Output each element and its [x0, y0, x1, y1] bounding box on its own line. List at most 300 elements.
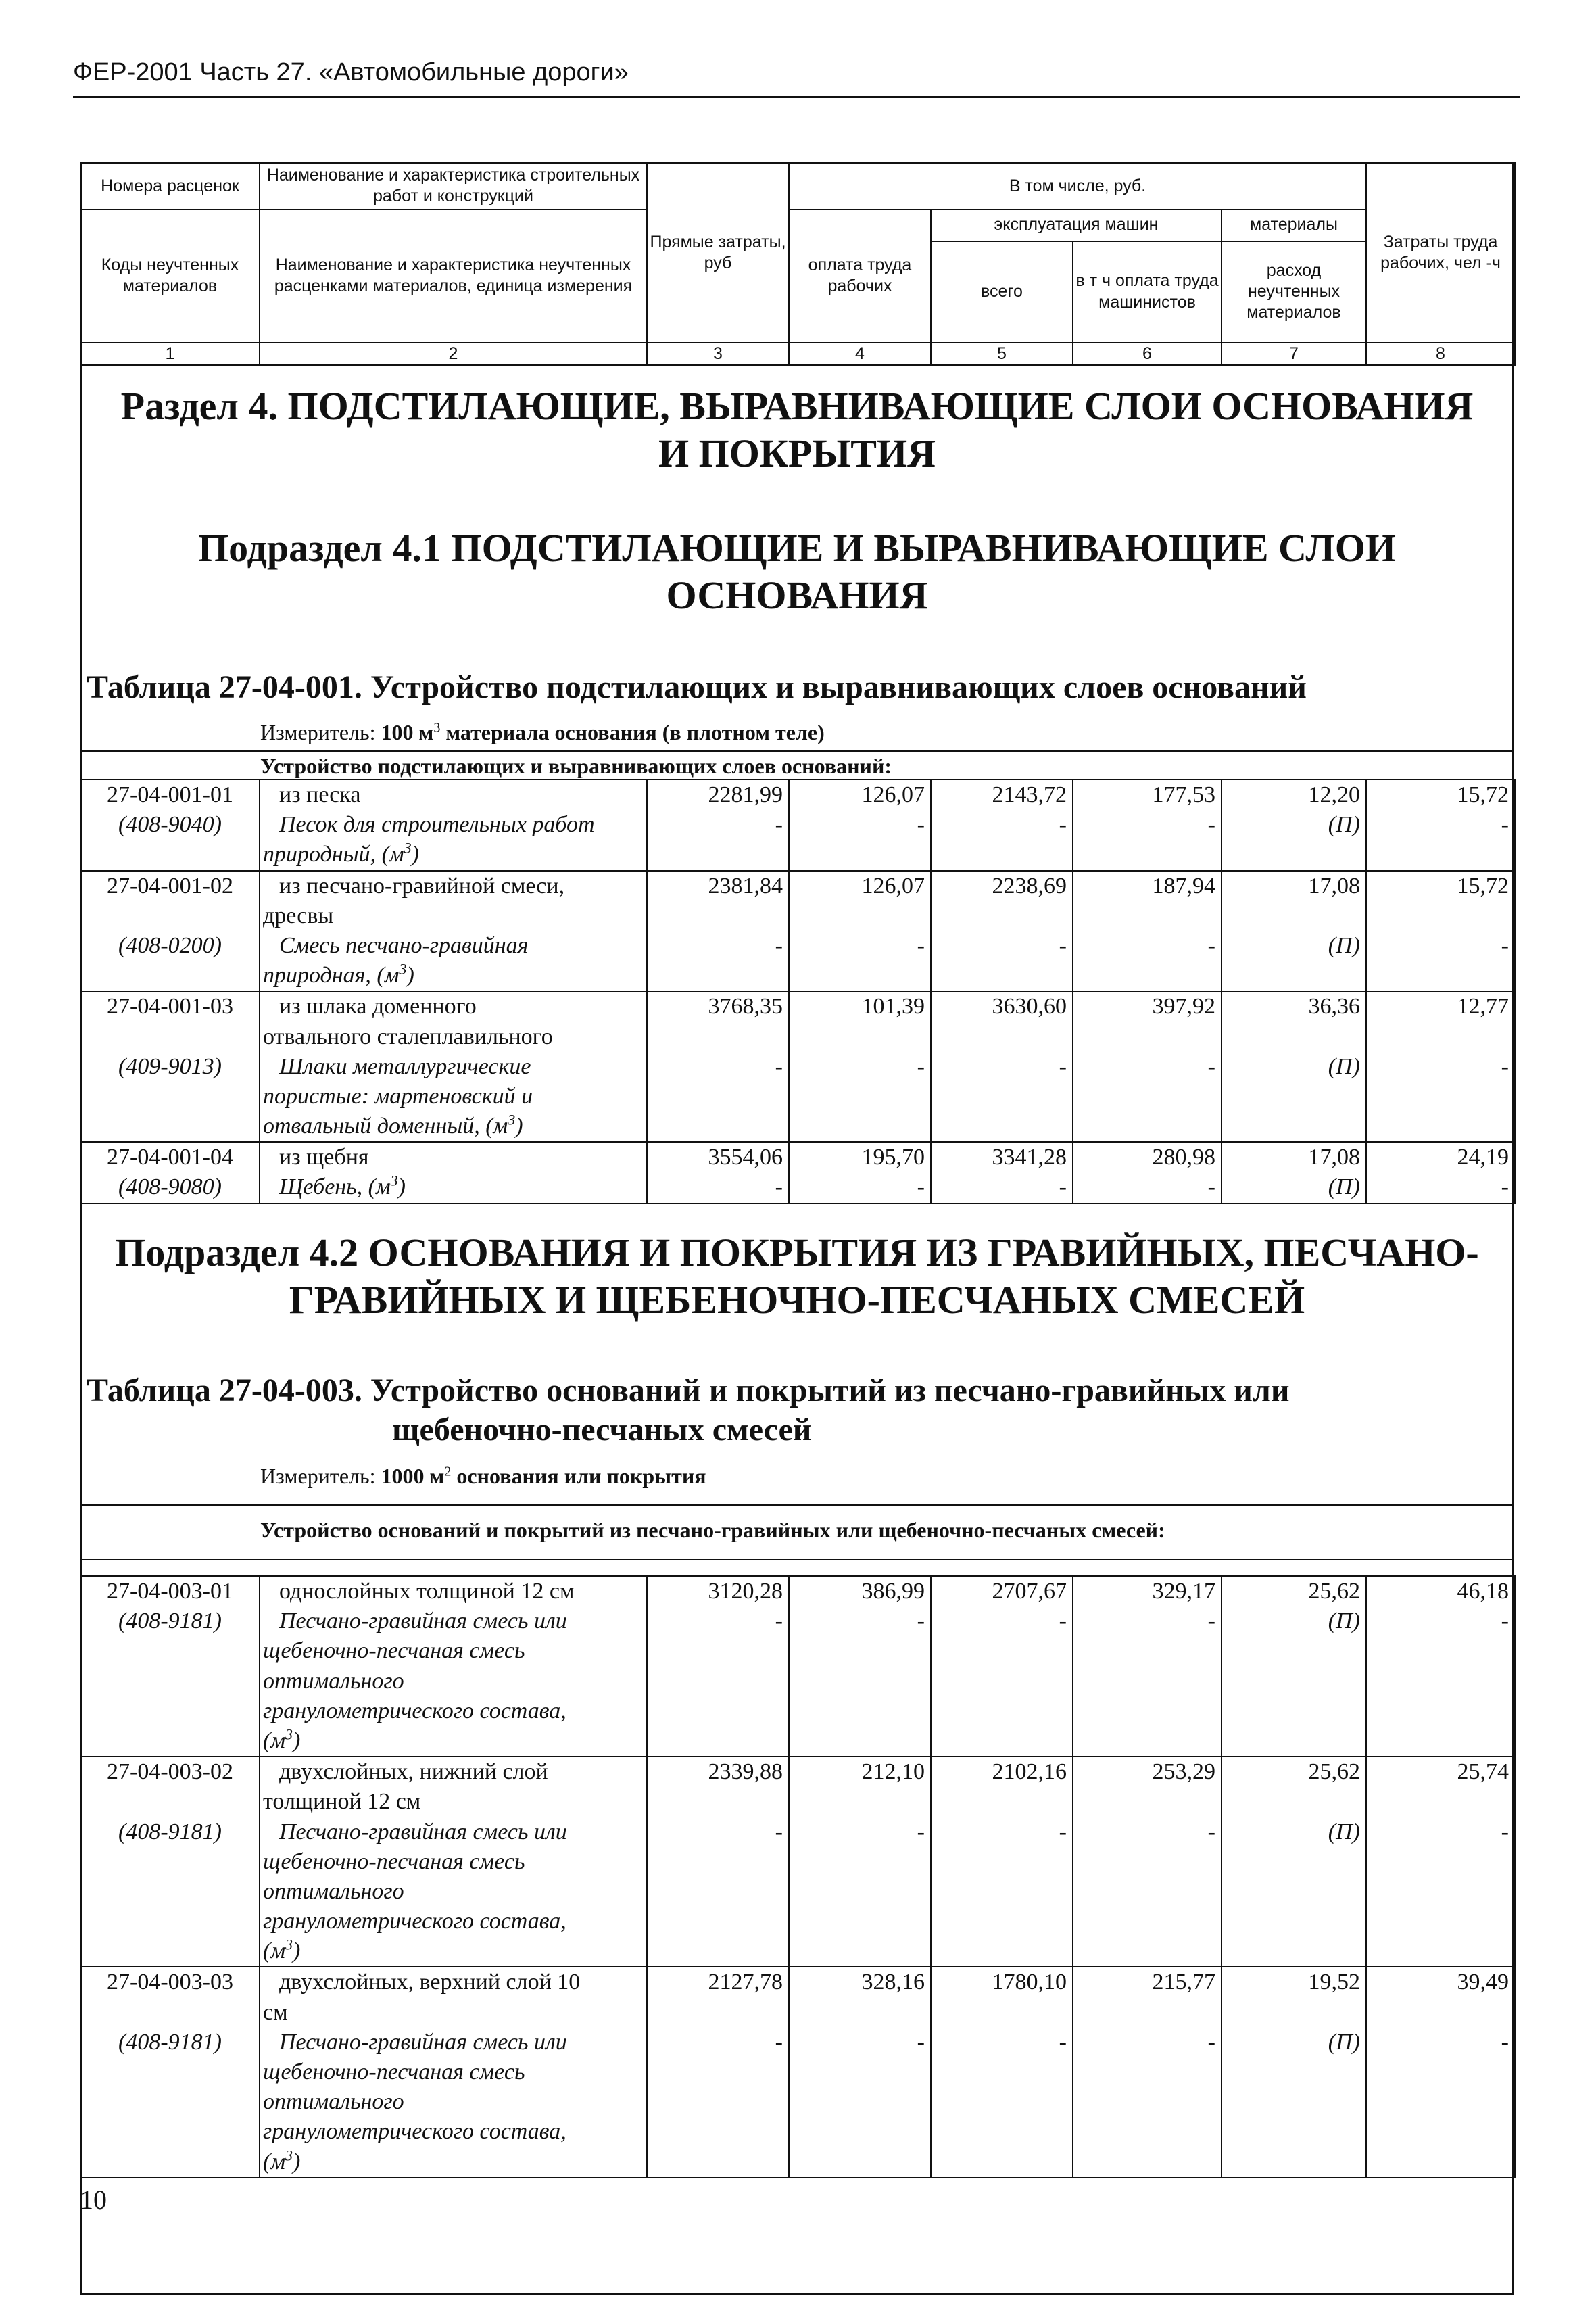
material-description [263, 1726, 644, 1756]
spacer [1228, 901, 1360, 931]
wages: 126,07 [861, 782, 925, 807]
subsection-title-line: Подраздел 4.2 ОСНОВАНИЯ И ПОКРЫТИЯ ИЗ ГРАВИЙНЫХ, ПЕСЧАНО- [115, 1231, 1479, 1274]
direct-cost: 2339,88 [708, 1759, 783, 1785]
dash: - [775, 2029, 783, 2055]
page-number: 10 [80, 2185, 107, 2215]
material-description-text: оптимального [263, 2089, 404, 2115]
dash: - [917, 2029, 925, 2055]
direct-cost-cell [647, 991, 789, 1142]
table-row [80, 1142, 1515, 1203]
labor-hours-cell [1366, 1142, 1515, 1203]
table-title: Таблица 27-04-001. Устройство подстилающих и выравнивающих слоев оснований [87, 669, 1307, 705]
operator-wages: 397,92 [1152, 994, 1215, 1020]
material-consumption-cell [1222, 1576, 1366, 1757]
operator-wages: 280,98 [1152, 1145, 1215, 1170]
material-consumption: 17,08 [1308, 873, 1360, 899]
material-description [263, 961, 644, 991]
machines-label: эксплуатация машин [931, 210, 1222, 241]
table-title-line: Таблица 27-04-003. Устройство оснований и покрытий из песчано-гравийных или [87, 1373, 1290, 1408]
table-row [80, 1757, 1515, 1967]
direct-cost-cell [647, 1576, 789, 1757]
material-description-text: Шлаки металлургические [279, 1053, 531, 1079]
spacer [1372, 1998, 1509, 2028]
machine-cost: 2238,69 [992, 873, 1067, 899]
spacer [795, 1998, 925, 2028]
col-number: 5 [931, 343, 1073, 365]
work-description: дресвы [263, 903, 334, 928]
dash: - [1501, 2029, 1509, 2055]
wages-cell [789, 991, 931, 1142]
material-description-text: гранулометрического состава, [263, 1698, 566, 1723]
material-consumption-cell [1222, 991, 1366, 1142]
unit-close: ) [406, 963, 414, 988]
work-description: двухслойных, нижний слой [279, 1759, 548, 1785]
material-description-text: Щебень, (м [279, 1174, 391, 1200]
spacer [653, 1998, 783, 2028]
dash: - [917, 1819, 925, 1844]
section-title-line: Раздел 4. ПОДСТИЛАЮЩИЕ, ВЫРАВНИВАЮЩИЕ СЛОИ ОСНОВАНИЯ [120, 384, 1474, 428]
meter-prefix: Измеритель: [260, 1464, 376, 1488]
description-cell [260, 1142, 647, 1203]
description-cell [260, 780, 647, 871]
material-unit: (П) [1328, 1053, 1360, 1079]
operator-wages-cell [1073, 1757, 1222, 1967]
labor-hours: 24,19 [1457, 1145, 1509, 1170]
operator-wages: 329,17 [1152, 1579, 1215, 1604]
spacer [937, 1787, 1067, 1817]
spacer [1079, 1787, 1215, 1817]
work-description: толщиной 12 см [263, 1789, 421, 1815]
header-rule [73, 96, 1520, 98]
unit-sup: 3 [285, 2147, 293, 2164]
wages-cell [789, 780, 931, 871]
description-cell [260, 871, 647, 992]
material-description [263, 1696, 644, 1726]
material-code: (408-9181) [118, 1819, 222, 1844]
section-title [80, 383, 1514, 477]
rate-code: 27-04-001-04 [107, 1145, 233, 1170]
material-consumption-cell [1222, 1967, 1366, 2177]
direct-cost: 3554,06 [708, 1145, 783, 1170]
machine-cost: 2707,67 [992, 1579, 1067, 1604]
data-table-001 [80, 779, 1516, 1204]
machine-cost: 1780,10 [992, 1970, 1067, 1995]
material-description-text: щебеночно-песчаная смесь [263, 2059, 525, 2084]
code-cell [80, 780, 260, 871]
section-title-line: И ПОКРЫТИЯ [658, 431, 936, 475]
machine-cost-cell [931, 780, 1073, 871]
material-description [263, 810, 644, 840]
operator-wages-cell [1073, 780, 1222, 871]
material-description [263, 931, 644, 961]
material-description-text: гранулометрического состава, [263, 1909, 566, 1934]
col2-bottom-label: Наименование и характеристика неучтенных расценками материалов, единица измерения [260, 210, 647, 343]
material-description-text: щебеночно-песчаная смесь [263, 1638, 525, 1664]
material-description [263, 1817, 644, 1847]
wages-cell [789, 871, 931, 992]
machine-cost: 3630,60 [992, 994, 1067, 1020]
material-description [263, 1877, 644, 1907]
material-description [263, 1606, 644, 1636]
material-unit: (П) [1328, 1819, 1360, 1844]
material-consumption: 36,36 [1308, 994, 1360, 1020]
material-description-text: (м [263, 1938, 286, 1964]
wages: 328,16 [861, 1970, 925, 1995]
unit-sup: 3 [399, 960, 407, 978]
meter-rest: основания или покрытия [456, 1464, 706, 1488]
spacer [81, 1787, 259, 1817]
operator-wages-cell [1073, 1142, 1222, 1203]
material-description-text: Песчано-гравийная смесь или [279, 1819, 567, 1844]
table-rule [80, 1559, 1514, 1560]
material-description [263, 1667, 644, 1696]
dash: - [1059, 1053, 1067, 1079]
spacer [81, 1022, 259, 1052]
meter-sup: 3 [433, 720, 441, 736]
code-cell [80, 871, 260, 992]
material-consumption: 19,52 [1308, 1970, 1360, 1995]
wages: 212,10 [861, 1759, 925, 1785]
machine-cost: 2102,16 [992, 1759, 1067, 1785]
dash: - [775, 1608, 783, 1634]
col-number: 7 [1222, 343, 1366, 365]
material-consumption-cell [1222, 1757, 1366, 1967]
code-cell [80, 1142, 260, 1203]
operator-wages-cell [1073, 1967, 1222, 2177]
material-description [263, 1847, 644, 1877]
material-description-text: Песок для строительных работ [279, 812, 595, 838]
material-unit: (П) [1328, 2029, 1360, 2055]
spacer [81, 901, 259, 931]
machine-cost: 2143,72 [992, 782, 1067, 807]
spacer [653, 1022, 783, 1052]
group-title: В том числе, руб. [789, 163, 1366, 210]
code-cell [80, 991, 260, 1142]
rate-code: 27-04-003-03 [107, 1970, 233, 1995]
material-description [263, 2117, 644, 2147]
direct-cost-cell [647, 780, 789, 871]
material-consumption: 17,08 [1308, 1145, 1360, 1170]
col6-label: в т ч оплата труда машинистов [1073, 241, 1222, 343]
table-row [80, 780, 1515, 871]
spacer [1372, 1022, 1509, 1052]
dash: - [917, 1053, 925, 1079]
direct-cost-cell [647, 871, 789, 992]
work-description: из песчано-гравийной смеси, [279, 873, 565, 899]
meter-line [260, 1464, 706, 1489]
machine-cost-cell [931, 991, 1073, 1142]
direct-cost-cell [647, 1967, 789, 2177]
material-description-text: Песчано-гравийная смесь или [279, 1608, 567, 1634]
spacer [1079, 901, 1215, 931]
wages: 386,99 [861, 1579, 925, 1604]
unit-close: ) [293, 2149, 301, 2174]
subsection-title-line: ГРАВИЙНЫХ И ЩЕБЕНОЧНО-ПЕСЧАНЫХ СМЕСЕЙ [289, 1277, 1305, 1322]
unit-close: ) [397, 1174, 406, 1200]
dash: - [1207, 1174, 1215, 1200]
labor-hours-cell [1366, 871, 1515, 992]
dash: - [1501, 1819, 1509, 1844]
spacer [937, 901, 1067, 931]
labor-hours-cell [1366, 1967, 1515, 2177]
work-description: двухслойных, верхний слой 10 [279, 1970, 581, 1995]
data-table-003 [80, 1575, 1516, 2178]
col-number: 1 [80, 343, 260, 365]
work-description: см [263, 1999, 288, 2025]
operator-wages-cell [1073, 871, 1222, 992]
unit-close: ) [293, 1727, 301, 1753]
dash: - [1501, 1053, 1509, 1079]
operator-wages: 215,77 [1152, 1970, 1215, 1995]
material-description-text: Смесь песчано-гравийная [279, 932, 529, 958]
labor-hours: 46,18 [1457, 1579, 1509, 1604]
group-label: Устройство оснований и покрытий из песчано-гравийных или щебеночно-песчаных смесей: [260, 1518, 1165, 1542]
machine-cost-cell [931, 1576, 1073, 1757]
wages: 126,07 [861, 873, 925, 899]
dash: - [917, 932, 925, 958]
material-description [263, 2147, 644, 2177]
spacer [795, 1022, 925, 1052]
material-description [263, 1636, 644, 1666]
col-number: 2 [260, 343, 647, 365]
material-description-text: оптимального [263, 1668, 404, 1694]
dash: - [1059, 2029, 1067, 2055]
material-unit: (П) [1328, 1608, 1360, 1634]
table-rule [80, 1504, 1514, 1506]
labor-hours: 15,72 [1457, 782, 1509, 807]
unit-close: ) [411, 842, 419, 867]
meter-line [260, 720, 825, 745]
unit-sup: 3 [285, 1725, 293, 1743]
labor-hours: 39,49 [1457, 1970, 1509, 1995]
spacer [653, 901, 783, 931]
unit-sup: 3 [390, 1172, 398, 1190]
col-number: 3 [647, 343, 789, 365]
rate-code: 27-04-001-01 [107, 782, 233, 807]
description-cell [260, 991, 647, 1142]
dash: - [1059, 1819, 1067, 1844]
subsection-title-line: Подраздел 4.1 ПОДСТИЛАЮЩИЕ И ВЫРАВНИВАЮЩИЕ СЛОИ [198, 526, 1396, 570]
col1-top-label: Номера расценок [80, 163, 260, 210]
subsection-title [80, 525, 1514, 619]
wages-cell [789, 1967, 931, 2177]
direct-cost: 2281,99 [708, 782, 783, 807]
material-unit: (П) [1328, 812, 1360, 838]
page-header: ФЕР-2001 Часть 27. «Автомобильные дороги» [73, 58, 629, 87]
direct-cost: 2381,84 [708, 873, 783, 899]
meter-sup: 2 [444, 1464, 452, 1479]
dash: - [1501, 812, 1509, 838]
dash: - [1207, 1053, 1215, 1079]
material-consumption: 12,20 [1308, 782, 1360, 807]
work-description: из шлака доменного [279, 994, 477, 1020]
material-code: (408-9040) [118, 812, 222, 838]
machine-cost: 3341,28 [992, 1145, 1067, 1170]
material-description [263, 840, 644, 869]
material-consumption: 25,62 [1308, 1579, 1360, 1604]
description-cell [260, 1757, 647, 1967]
dash: - [1501, 1174, 1509, 1200]
dash: - [775, 1819, 783, 1844]
material-description-text: щебеночно-песчаная смесь [263, 1848, 525, 1874]
material-description-text: (м [263, 2149, 286, 2174]
material-code: (408-9181) [118, 2029, 222, 2055]
meter-prefix: Измеритель: [260, 720, 376, 744]
spacer [795, 901, 925, 931]
meter-value: 100 м [381, 720, 434, 744]
material-description [263, 2087, 644, 2117]
material-consumption-cell [1222, 1142, 1366, 1203]
table-row [80, 871, 1515, 992]
operator-wages: 177,53 [1152, 782, 1215, 807]
table-row [80, 1576, 1515, 1757]
labor-hours-cell [1366, 991, 1515, 1142]
spacer [1228, 1787, 1360, 1817]
dash: - [775, 1174, 783, 1200]
work-description: из песка [279, 782, 361, 807]
group-label: Устройство подстилающих и выравнивающих слоев оснований: [260, 754, 892, 778]
material-description-text: гранулометрического состава, [263, 2119, 566, 2145]
dash: - [1207, 1819, 1215, 1844]
material-consumption-cell [1222, 871, 1366, 992]
labor-hours-cell [1366, 1576, 1515, 1757]
unit-sup: 3 [285, 1936, 293, 1953]
meter-rest: материала основания (в плотном теле) [445, 720, 825, 744]
col-number: 4 [789, 343, 931, 365]
col8-label: Затраты труда рабочих, чел -ч [1366, 163, 1515, 343]
description-cell [260, 1967, 647, 2177]
dash: - [1501, 1608, 1509, 1634]
wages-cell [789, 1142, 931, 1203]
dash: - [1059, 812, 1067, 838]
operator-wages-cell [1073, 1576, 1222, 1757]
material-code: (408-9181) [118, 1608, 222, 1634]
col4-label: оплата труда рабочих [789, 210, 931, 343]
dash: - [917, 1174, 925, 1200]
material-description-text: природная, (м [263, 963, 400, 988]
table-row [80, 1967, 1515, 2177]
rate-code: 27-04-001-03 [107, 994, 233, 1020]
labor-hours-cell [1366, 1757, 1515, 1967]
spacer [937, 1022, 1067, 1052]
code-cell [80, 1757, 260, 1967]
operator-wages: 253,29 [1152, 1759, 1215, 1785]
column-header-table [80, 162, 1516, 366]
spacer [653, 1787, 783, 1817]
machine-cost-cell [931, 1142, 1073, 1203]
subsection-title-line: ОСНОВАНИЯ [666, 573, 928, 617]
spacer [1079, 1022, 1215, 1052]
operator-wages: 187,94 [1152, 873, 1215, 899]
material-description [263, 2057, 644, 2087]
labor-hours: 12,77 [1457, 994, 1509, 1020]
wages-cell [789, 1757, 931, 1967]
unit-sup: 3 [404, 840, 412, 857]
dash: - [917, 1608, 925, 1634]
dash: - [1207, 812, 1215, 838]
direct-cost: 3120,28 [708, 1579, 783, 1604]
rate-code: 27-04-001-02 [107, 873, 233, 899]
dash: - [1059, 932, 1067, 958]
labor-hours-cell [1366, 780, 1515, 871]
direct-cost: 2127,78 [708, 1970, 783, 1995]
labor-hours: 15,72 [1457, 873, 1509, 899]
spacer [937, 1998, 1067, 2028]
material-consumption-cell [1222, 780, 1366, 871]
work-description: однослойных толщиной 12 см [279, 1579, 575, 1604]
code-cell [80, 1576, 260, 1757]
dash: - [1059, 1174, 1067, 1200]
direct-cost-cell [647, 1142, 789, 1203]
dash: - [1207, 1608, 1215, 1634]
wages: 101,39 [861, 994, 925, 1020]
dash: - [917, 812, 925, 838]
description-cell [260, 1576, 647, 1757]
material-description-text: природный, (м [263, 842, 404, 867]
material-code: (409-9013) [118, 1053, 222, 1079]
materials-label: материалы [1222, 210, 1366, 241]
col3-label: Прямые затраты, руб [647, 163, 789, 343]
dash: - [1207, 932, 1215, 958]
dash: - [775, 812, 783, 838]
material-description [263, 1936, 644, 1966]
table-title [87, 1371, 1506, 1449]
material-unit: (П) [1328, 932, 1360, 958]
operator-wages-cell [1073, 991, 1222, 1142]
col7-label: расход неучтенных материалов [1222, 241, 1366, 343]
material-description [263, 1112, 644, 1141]
work-description: из щебня [279, 1145, 369, 1170]
direct-cost: 3768,35 [708, 994, 783, 1020]
wages-cell [789, 1576, 931, 1757]
spacer [81, 1998, 259, 2028]
spacer [1372, 1787, 1509, 1817]
dash: - [1501, 932, 1509, 958]
spacer [1228, 1022, 1360, 1052]
material-description [263, 2028, 644, 2057]
spacer [1372, 901, 1509, 931]
material-unit: (П) [1328, 1174, 1360, 1200]
spacer [1228, 1998, 1360, 2028]
col1-bottom-label: Коды неучтенных материалов [80, 210, 260, 343]
material-description-text: оптимального [263, 1878, 404, 1904]
machine-cost-cell [931, 871, 1073, 992]
meter-value: 1000 м [381, 1464, 445, 1488]
material-code: (408-0200) [118, 932, 222, 958]
dash: - [1059, 1608, 1067, 1634]
col5-label: всего [931, 241, 1073, 343]
material-consumption: 25,62 [1308, 1759, 1360, 1785]
machine-cost-cell [931, 1967, 1073, 2177]
unit-close: ) [515, 1114, 523, 1139]
work-description: отвального сталеплавильного [263, 1024, 553, 1049]
subsection-title [80, 1229, 1514, 1323]
table-title-line: щебеночно-песчаных смесей [392, 1411, 812, 1448]
rate-code: 27-04-003-01 [107, 1579, 233, 1604]
direct-cost-cell [647, 1757, 789, 1967]
unit-sup: 3 [508, 1111, 516, 1128]
material-description-text: пористые: мартеновский и [263, 1083, 533, 1109]
material-description [263, 1052, 644, 1082]
material-description [263, 1082, 644, 1112]
labor-hours: 25,74 [1457, 1759, 1509, 1785]
unit-close: ) [293, 1938, 301, 1964]
dash: - [775, 1053, 783, 1079]
spacer [795, 1787, 925, 1817]
material-description-text: (м [263, 1727, 286, 1753]
material-code: (408-9080) [118, 1174, 222, 1200]
col-number: 8 [1366, 343, 1515, 365]
